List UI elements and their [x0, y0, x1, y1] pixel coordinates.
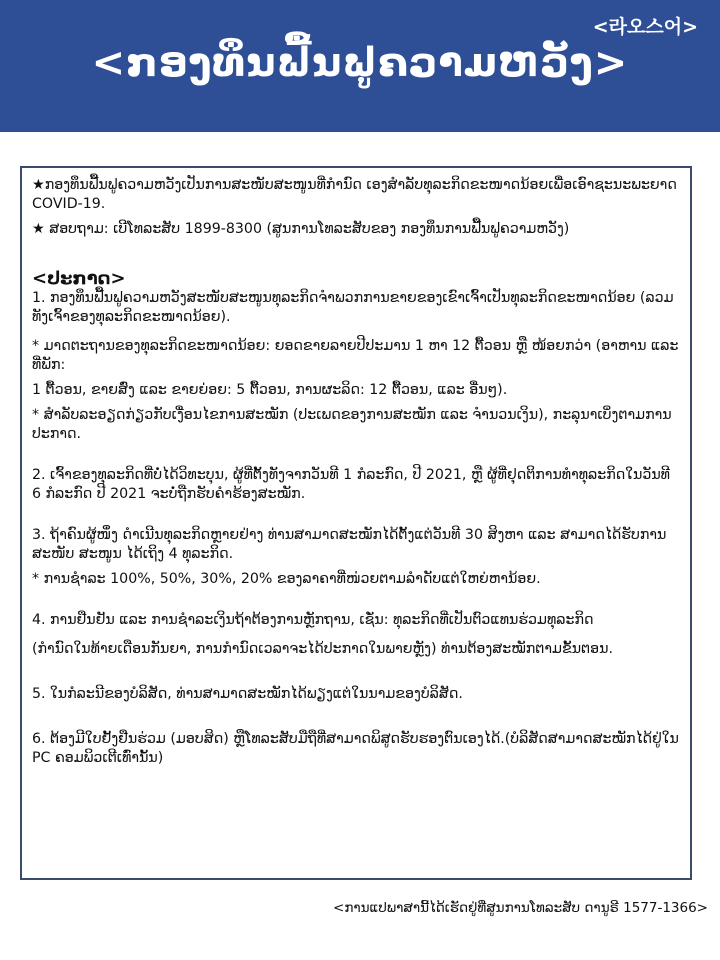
notice-item-3-rates: * ການຊຳລະ 100%, 50%, 30%, 20% ຂອງລາຄາທີ່ໜ່ວຍຕາມລຳດັບແຕ່ໃຫຍ່ຫານ້ອຍ. — [32, 571, 541, 587]
notice-box — [20, 166, 692, 880]
intro-line-fund: ★ກອງທຶນຟື້ນຟູຄວາມຫວັງເປັນການສະໜັບສະໜູນທີ່ກຳນົດ ເອງສຳລັບທຸລະກິດຂະໜາດນ້ອຍເພື່ອເອົາຊະນະພະຍາດ COVID-19. — [32, 177, 677, 212]
language-label: <라오스어> — [592, 16, 698, 38]
notice-item-4-schedule: (ກຳນົດໃນທ້າຍເດືອນກັນຍາ, ການກຳນົດເວລາຈະໄດ້ປະກາດໃນພາຍຫຼັງ) ທ່ານຕ້ອງສະໝັກຕາມຂັ້ນຕອນ. — [32, 641, 613, 657]
header-banner — [0, 0, 720, 132]
notice-item-4: 4. ການຢືນຢັນ ແລະ ການຊຳລະເງິນຖ້າຕ້ອງການຫຼັກຖານ, ເຊັ່ນ: ທຸລະກິດທີ່ເປັນຕົວແທນຮ່ວມທຸລະກິດ — [32, 612, 594, 628]
notice-item-5: 5. ໃນກໍລະນີຂອງບໍລິສັດ, ທ່ານສາມາດສະໝັກໄດ້ພຽງແຕ່ໃນນາມຂອງບໍລິສັດ. — [32, 686, 463, 702]
intro-line-contact: ★ ສອບຖາມ: ເບີໂທລະສັບ 1899-8300 (ສູນການໂທລະສັບຂອງ ກອງທຶນການຟື້ນຟູຄວາມຫວັງ) — [32, 221, 570, 237]
notice-item-6: 6. ຕ້ອງມີໃບຢັ້ງຢືນຮ່ວມ (ມອບສິດ) ຫຼືໂທລະສັບມືຖືທີ່ສາມາດພິສູດຮັບຮອງຕົນເອງໄດ້.(ບໍລິສັດສາມາດສະໝັກໄດ້ຢູ່ໃນ PC ຄອມພິວເຕີເທົ່ານັ້ນ) — [32, 731, 679, 766]
notice-heading: <ປະກາດ> — [32, 268, 126, 289]
notice-item-1: 1. ກອງທຶນຟື້ນຟູຄວາມຫວັງສະໜັບສະໜູນທຸລະກິດຈຳພວກການຂາຍຂອງເຂົາເຈົ້າເປັນທຸລະກິດຂະໜາດນ້ອຍ (ລວມທັງເຈົ້າຂອງທຸລະກິດຂະໜາດນ້ອຍ). — [32, 290, 674, 325]
notice-item-2: 2. ເຈົ້າຂອງທຸລະກິດທີ່ບໍ່ໄດ້ວິທະບຸນ, ຜູ້ທີ່ຕັ້ງທັງຈາກວັນທີ 1 ກໍລະກົດ, ປີ 2021, ຫຼື ຜູ້ທີ່ຢຸດຕິການທຳທຸລະກິດໃນວັນທີ 6 ກໍລະກົດ ປີ 2021 ຈະບໍ່ຖືກຮັບຄຳຮ້ອງສະໝັກ. — [32, 467, 670, 502]
notice-item-1-standard: * ມາດຕະຖານຂອງທຸລະກິດຂະໜາດນ້ອຍ: ຍອດຂາຍລາຍປີປະມານ 1 ຫາ 12 ຕື້ວອນ ຫຼື ໜ້ອຍກວ່າ (ອາຫານ ແລະ ທີ່ພັກ: — [32, 338, 679, 373]
notice-item-1-amounts: 1 ຕື້ວອນ, ຂາຍສົ່ງ ແລະ ຂາຍຍ່ອຍ: 5 ຕື້ວອນ, ການຜະລິດ: 12 ຕື້ວອນ, ແລະ ອື່ນໆ). — [32, 382, 508, 398]
notice-item-3: 3. ຖ້າຄົນຜູ້ໜຶ່ງ ດຳເນີນທຸລະກິດຫຼາຍຢ່າງ ທ່ານສາມາດສະໝັກໄດ້ຕັ້ງແຕ່ວັນທີ 30 ສິງຫາ ແລະ ສາມາດໄດ້ຮັບການສະໜັບ ສະໜູນ ໄດ້ເຖິງ 4 ທຸລະກິດ. — [32, 527, 667, 562]
notice-item-1-details: * ສຳລັບລະອຽດກ່ຽວກັບເງື່ອນໄຂການສະໝັກ (ປະເພດຂອງການສະໝັກ ແລະ ຈຳນວນເງິນ), ກະລຸນາເບິ່ງຕາມການປະກາດ. — [32, 407, 672, 442]
page-title: <ກອງທຶນຟື້ນຟູຄວາມຫວັງ> — [91, 40, 629, 86]
translation-footer: <ການແປພາສານີ້ໄດ້ເຮັດຢູ່ທີ່ສູນການໂທລະສັບ ດານູຣີ 1577-1366> — [333, 900, 708, 916]
